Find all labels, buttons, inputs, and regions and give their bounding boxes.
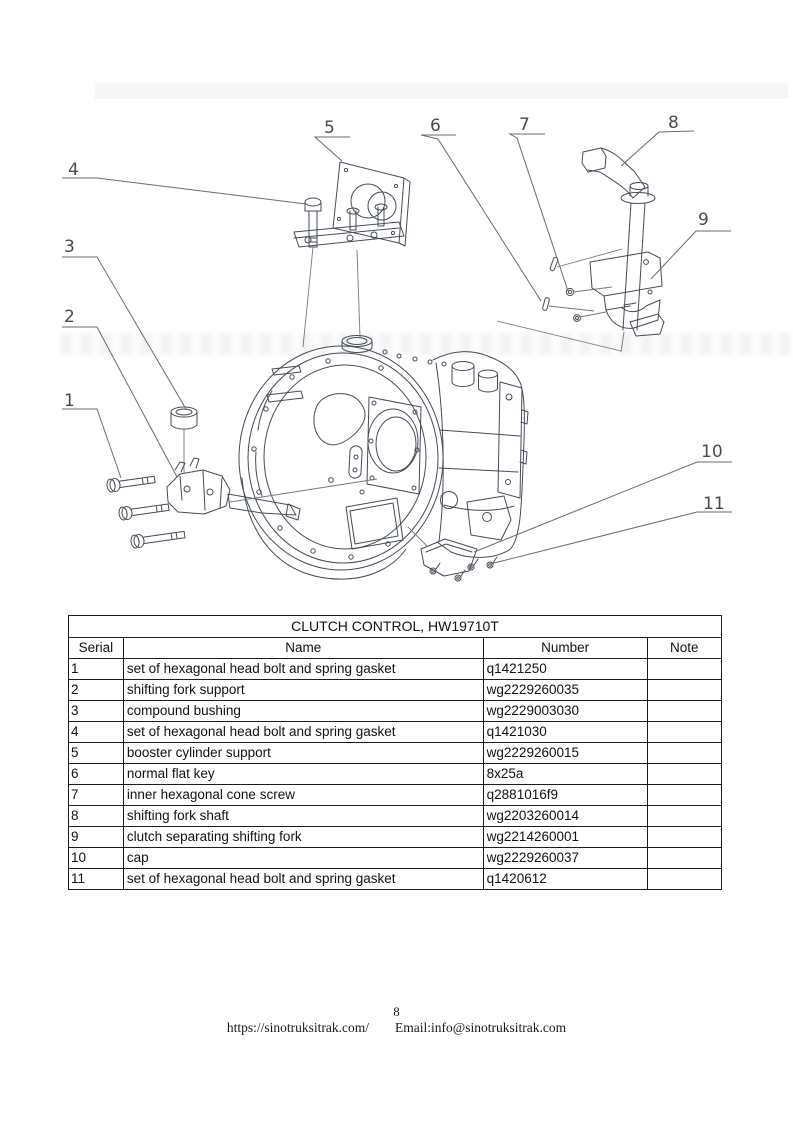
cell: wg2214260001 — [483, 827, 647, 848]
cell: 2 — [69, 680, 124, 701]
callout-label-10: 10 — [701, 442, 723, 462]
shifting-fork-shaft — [582, 148, 655, 330]
cell: wg2203260014 — [483, 806, 647, 827]
cell: inner hexagonal cone screw — [123, 785, 483, 806]
cell — [647, 869, 721, 890]
callout-leader-5 — [315, 137, 350, 161]
table-row — [69, 869, 722, 890]
cell: 1 — [69, 659, 124, 680]
cell: shifting fork shaft — [123, 806, 483, 827]
callout-label-7: 7 — [519, 115, 530, 135]
key-pointer-lines — [549, 249, 622, 317]
cell — [647, 722, 721, 743]
compound-bushing — [171, 407, 197, 429]
booster-cylinder-support — [294, 162, 410, 247]
callouts — [62, 113, 732, 564]
column-header-number: Number — [483, 638, 647, 659]
callout-leader-2 — [62, 327, 177, 477]
clutch-housing — [239, 336, 446, 580]
column-header-note: Note — [647, 638, 721, 659]
shifting-fork-support — [167, 458, 300, 520]
callout-label-1: 1 — [64, 391, 75, 411]
cell: wg2229260037 — [483, 848, 647, 869]
callout-label-3: 3 — [64, 237, 75, 257]
table-header-row — [69, 638, 722, 659]
cell — [647, 785, 721, 806]
cell: q1421030 — [483, 722, 647, 743]
cell: 11 — [69, 869, 124, 890]
cell: 3 — [69, 701, 124, 722]
table-body — [69, 659, 722, 890]
cell: clutch separating shifting fork — [123, 827, 483, 848]
callout-leader-6 — [421, 135, 541, 301]
callout-label-8: 8 — [668, 113, 679, 133]
footer-email: Email:info@sinotruksitrak.com — [395, 1020, 567, 1035]
gearbox-body — [433, 352, 528, 558]
callout-leader-8 — [621, 131, 694, 166]
callout-label-6: 6 — [430, 116, 441, 136]
callout-leader-4 — [62, 178, 306, 204]
cell — [647, 743, 721, 764]
cell: q1421250 — [483, 659, 647, 680]
cap-plate — [421, 539, 497, 581]
cap-locating-line — [408, 527, 428, 547]
cell: q2881016f9 — [483, 785, 647, 806]
support-locating-line — [230, 479, 377, 502]
bolt-4 — [305, 198, 321, 247]
column-header-name: Name — [123, 638, 483, 659]
table-title: CLUTCH CONTROL, HW19710T — [69, 616, 722, 638]
column-header-serial: Serial — [69, 638, 124, 659]
callout-leader-11 — [490, 512, 732, 564]
cell: wg2229260035 — [483, 680, 647, 701]
cell — [647, 764, 721, 785]
cell: wg2229260015 — [483, 743, 647, 764]
cell — [647, 806, 721, 827]
flat-keys-and-screws — [542, 257, 580, 322]
cell: set of hexagonal head bolt and spring gasket — [123, 722, 483, 743]
fork-axis-lines — [497, 321, 624, 352]
cell — [647, 848, 721, 869]
table-row — [69, 680, 722, 701]
callout-label-5: 5 — [324, 118, 335, 138]
cell — [647, 659, 721, 680]
callout-leader-10 — [474, 462, 732, 552]
cell: shifting fork support — [123, 680, 483, 701]
table-row — [69, 827, 722, 848]
table-row — [69, 848, 722, 869]
table-row — [69, 659, 722, 680]
page-number: 8 — [393, 1004, 400, 1019]
cell: set of hexagonal head bolt and spring gasket — [123, 869, 483, 890]
cell: normal flat key — [123, 764, 483, 785]
cell: 7 — [69, 785, 124, 806]
cell: booster cylinder support — [123, 743, 483, 764]
cell: wg2229003030 — [483, 701, 647, 722]
callout-label-2: 2 — [64, 307, 75, 327]
cell: 9 — [69, 827, 124, 848]
parts-table — [68, 615, 722, 890]
footer — [0, 1020, 793, 1036]
table-row — [69, 743, 722, 764]
table-row — [69, 764, 722, 785]
cell: 6 — [69, 764, 124, 785]
cell — [647, 827, 721, 848]
callout-leader-3 — [62, 257, 186, 409]
cell: 10 — [69, 848, 124, 869]
cell — [647, 701, 721, 722]
cell: 4 — [69, 722, 124, 743]
table-row — [69, 722, 722, 743]
table-row — [69, 806, 722, 827]
callout-label-11: 11 — [703, 494, 725, 514]
cell: q1420612 — [483, 869, 647, 890]
bolt-set-1 — [106, 473, 185, 549]
cell — [647, 680, 721, 701]
callout-leader-1 — [62, 409, 121, 478]
callout-leader-9 — [651, 231, 731, 279]
cell: set of hexagonal head bolt and spring gasket — [123, 659, 483, 680]
bracket-locating-line — [357, 250, 360, 337]
table-row — [69, 701, 722, 722]
cell: 5 — [69, 743, 124, 764]
cell: 8 — [69, 806, 124, 827]
footer-website: https://sinotruksitrak.com/ — [226, 1020, 370, 1035]
callout-label-4: 4 — [68, 160, 79, 180]
callout-label-9: 9 — [698, 210, 709, 230]
callout-leader-7 — [510, 134, 568, 291]
cell: cap — [123, 848, 483, 869]
cell: compound bushing — [123, 701, 483, 722]
cell: 8x25a — [483, 764, 647, 785]
bolt-4-axis-line — [303, 247, 313, 347]
table-row — [69, 785, 722, 806]
table-title-row — [69, 616, 722, 638]
